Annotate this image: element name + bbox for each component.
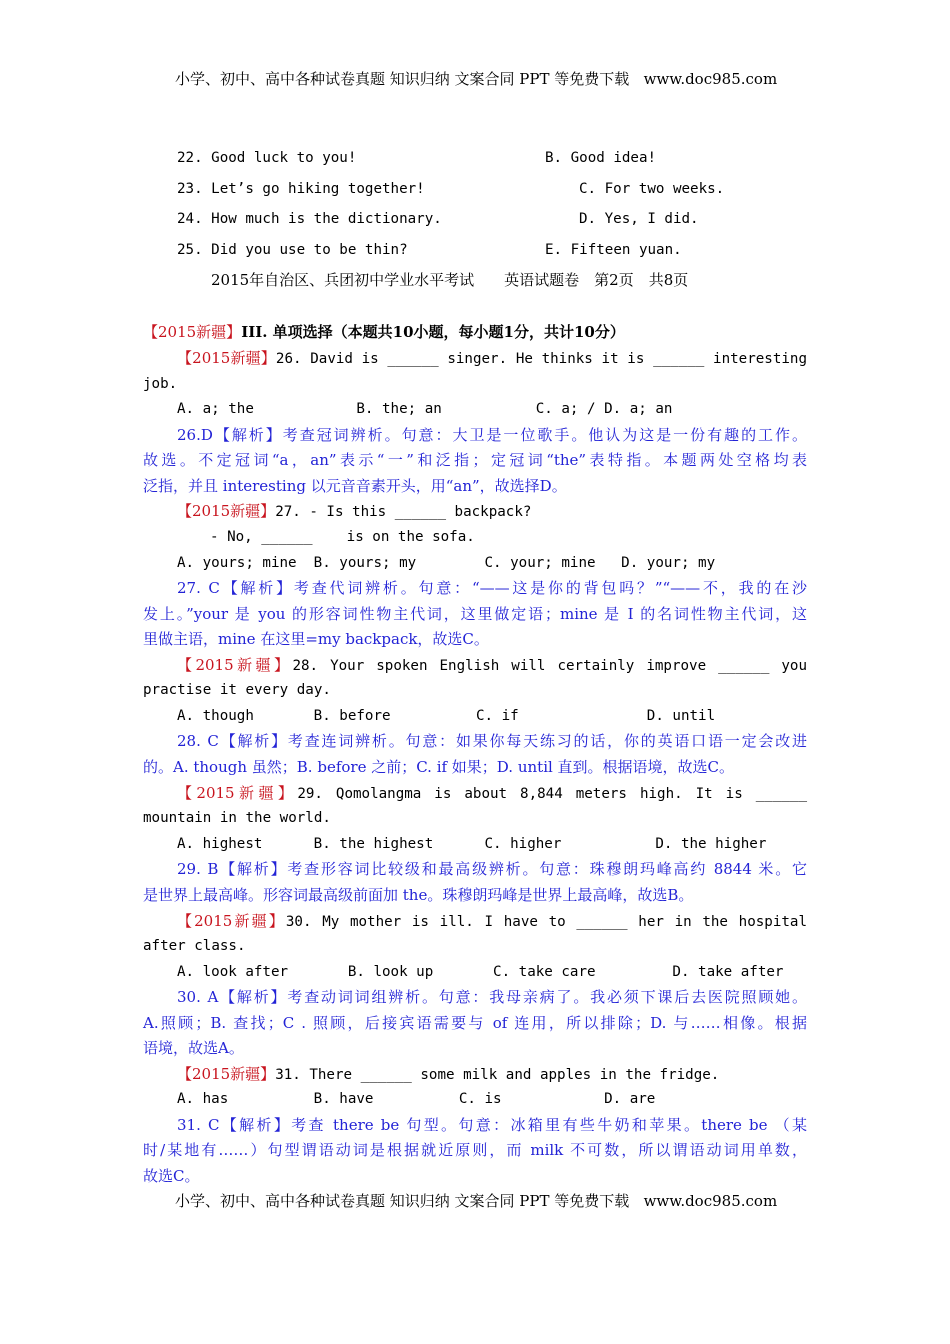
q28-explanation-1: 28. C【解析】考查连词辨析。句意：如果你每天练习的话，你的英语口语一定会改进 [177, 732, 807, 750]
q31-explanation-3: 故选C。 [143, 1167, 200, 1185]
q27-explanation-2: 发上。”your 是 you 的形容词性物主代词，这里做定语；mine 是 I 的名词性物主代词，这 [143, 605, 807, 623]
header-text: 小学、初中、高中各种试卷真题 知识归纳 文案合同 PPT 等免费下载 [175, 70, 630, 88]
q31-stem [177, 1064, 719, 1085]
q28-options: A. though B. before C. if D. until [177, 708, 716, 724]
match-option-c: C. For two weeks. [579, 181, 725, 197]
q27-options: A. yours; mine B. yours; my C. your; mine D. your; my [177, 555, 716, 571]
q29-stem-text: 29. Qomolangma is about 8,844 meters high. It is ______ [297, 786, 807, 802]
q27-explanation-3: 里做主语，mine 在这里=my backpack，故选C。 [143, 630, 489, 648]
q31-explanation-1: 31. C【解析】考查 there be 句型。句意：冰箱里有些牛奶和苹果。there be （某 [177, 1116, 807, 1134]
q29-stem-cont: mountain in the world. [143, 810, 331, 826]
q26-stem [177, 348, 807, 369]
footer-text: 小学、初中、高中各种试卷真题 知识归纳 文案合同 PPT 等免费下载 [175, 1192, 630, 1210]
q31-tag: 【2015新疆】 [177, 1065, 276, 1083]
q29-options: A. highest B. the highest C. higher D. the higher [177, 836, 767, 852]
q30-stem-cont: after class. [143, 938, 246, 954]
q26-stem-cont: job. [143, 376, 178, 392]
q30-explanation-2: A.照顾；B. 查找；C . 照顾，后接宾语需要与 of 连用，所以排除；D. 与……相像。根据 [143, 1014, 807, 1032]
q30-explanation-3: 语境，故选A。 [143, 1039, 244, 1057]
q30-explanation-1: 30. A【解析】考查动词词组辨析。句意：我母亲病了。我必须下课后去医院照顾她。 [177, 988, 807, 1006]
match-q22: 22. Good luck to you! [177, 150, 357, 166]
q27-stem [177, 501, 531, 522]
q31-explanation-2: 时/某地有……）句型谓语动词是根据就近原则，而 milk 不可数，所以谓语动词用单数， [143, 1141, 807, 1159]
match-option-b: B. Good idea! [545, 150, 657, 166]
q27-stem-text: 27. - Is this ______ backpack? [275, 504, 532, 520]
match-option-e: E. Fifteen yuan. [545, 242, 682, 258]
match-option-d: D. Yes, I did. [579, 211, 699, 227]
match-q24: 24. How much is the dictionary. [177, 211, 442, 227]
q27-tag: 【2015新疆】 [177, 502, 276, 520]
q29-stem [177, 783, 807, 804]
q31-options: A. has B. have C. is D. are [177, 1091, 656, 1107]
q28-stem [177, 655, 807, 676]
q30-tag: 【2015新疆】 [177, 912, 286, 930]
q26-options: A. a; the B. the; an C. a; / D. a; an [177, 401, 673, 417]
q30-stem-text: 30. My mother is ill. I have to ______ her in the hospital [285, 914, 807, 930]
q30-options: A. look after B. look up C. take care D. take after [177, 964, 784, 980]
q31-stem-text: 31. There ______ some milk and apples in the fridge. [275, 1067, 720, 1083]
exam-page-footer-line: 2015年自治区、兵团初中学业水平考试 英语试题卷 第2页 共8页 [211, 271, 689, 289]
q26-explanation-1: 26.D【解析】考查冠词辨析。句意：大卫是一位歌手。他认为这是一份有趣的工作。 [177, 426, 807, 444]
q29-explanation-2: 是世界上最高峰。形容词最高级前面加 the。珠穆朗玛峰是世界上最高峰，故选B。 [143, 886, 694, 904]
footer-url: www.doc985.com [643, 1192, 778, 1210]
header-url: www.doc985.com [643, 70, 778, 88]
section-heading [143, 322, 625, 342]
q26-explanation-2: 故选。不定冠词“a，an”表示“一”和泛指；定冠词“the”表特指。本题两处空格均表 [143, 451, 807, 469]
match-q23: 23. Let’s go hiking together! [177, 181, 425, 197]
q28-tag: 【2015新疆】 [177, 656, 293, 674]
q27-stem-reply: - No, ______ is on the sofa. [210, 529, 475, 545]
q26-explanation-3: 泛指，并且 interesting 以元音音素开头，用“an”，故选择D。 [143, 477, 567, 495]
q26-stem-text: 26. David is ______ singer. He thinks it is ______ interesting [275, 351, 807, 367]
page-footer [175, 1191, 777, 1211]
section-title: III. 单项选择（本题共10小题，每小题1分，共计10分） [241, 323, 625, 341]
q28-stem-text: 28. Your spoken English will certainly improve ______ you [292, 658, 807, 674]
q27-explanation-1: 27. C【解析】考查代词辨析。句意：“——这是你的背包吗？”“——不，我的在沙 [177, 579, 807, 597]
match-q25: 25. Did you use to be thin? [177, 242, 408, 258]
section-tag: 【2015新疆】 [143, 323, 242, 341]
q30-stem [177, 911, 807, 932]
q28-stem-cont: practise it every day. [143, 682, 331, 698]
page-header [175, 69, 777, 89]
q28-explanation-2: 的。A. though 虽然；B. before 之前；C. if 如果；D. until 直到。根据语境，故选C。 [143, 758, 735, 776]
q29-explanation-1: 29. B【解析】考查形容词比较级和最高级辨析。句意：珠穆朗玛峰高约 8844 米。它 [177, 860, 807, 878]
q26-tag: 【2015新疆】 [177, 349, 276, 367]
q29-tag: 【2015新疆】 [177, 784, 298, 802]
